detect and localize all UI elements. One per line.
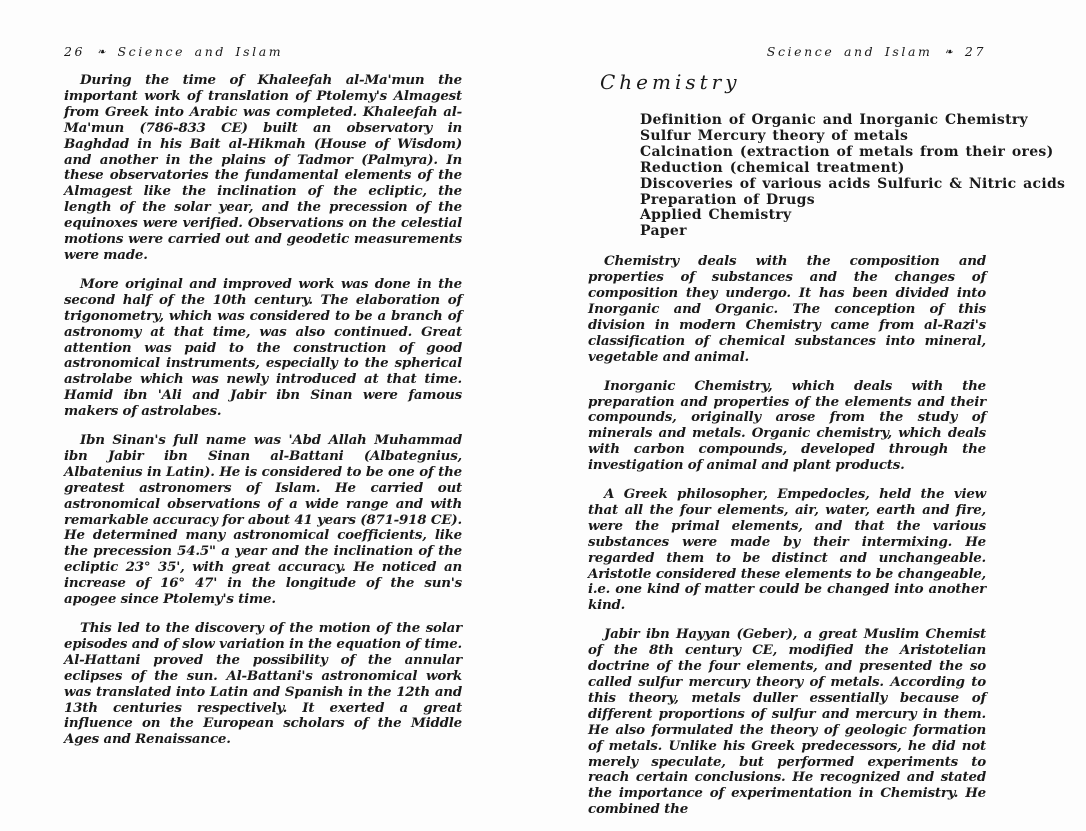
page-number: 27 — [964, 44, 986, 59]
running-head-right — [588, 44, 986, 59]
right-page-body — [588, 254, 986, 818]
body-paragraph: During the time of Khaleefah al-Ma'mun the important work of translation of Ptolemy's Almagest from Greek into Arabic was completed. Khaleefah al-Ma'mun (786-833 CE) built an observatory in Baghdad in his Bait al-Hikmah (House of Wisdom) and another in the plains of Tadmor (Palmyra). In these observatories the fundamental elements of the Almagest like the inclination of the ecliptic, the length of the solar year, and the precession of the equinoxes were verified. Observations on the celestial motions were carried out and geodetic measurements were made. — [64, 72, 462, 263]
topic-item: Sulfur Mercury theory of metals — [640, 127, 909, 144]
topic-item: Definition of Organic and Inorganic Chemistry — [640, 112, 1028, 128]
body-paragraph: A Greek philosopher, Empedocles, held the view that all the four elements, air, water, earth and fire, were the primal elements, and that the various substances were made by their intermixing. He regarded them to be distinct and unchangeable. Aristotle considered these elements to be changeable, i.e. one kind of matter could be changed into another kind. — [588, 486, 986, 614]
left-page — [64, 44, 462, 761]
topic-item: Reduction (chemical treatment) — [640, 159, 905, 176]
body-paragraph: Chemistry deals with the composition and properties of substances and the changes of composition they undergo. It has been divided into Inorganic and Organic. The conception of this division in modern Chemistry came from al-Razi's classification of chemical substances into mineral, vegetable and animal. — [588, 253, 986, 365]
right-page — [588, 44, 1066, 831]
fleuron-icon: ❧ — [97, 47, 106, 58]
body-paragraph: Jabir ibn Hayyan (Geber), a great Muslim Chemist of the 8th century CE, modified the Aristotelian doctrine of the four elements, and presented the so called sulfur mercury theory of metals. According to this theory, metals duller essentially because of different proportions of sulfur and mercury in them. He also formulated the theory of geologic formation of metals. Unlike his Greek predecessors, he did not merely speculate, but performed experiments to reach certain conclusions. He recognized and stated the importance of experimentation in Chemistry. He combined the — [588, 626, 986, 818]
fleuron-icon: ❧ — [944, 47, 953, 58]
body-paragraph: Inorganic Chemistry, which deals with the preparation and properties of the elements and their compounds, originally arose from the study of minerals and metals. Organic chemistry, which deals with carbon compounds, developed through the investigation of animal and plant products. — [588, 377, 986, 474]
body-paragraph: This led to the discovery of the motion of the solar episodes and of slow variation in the equation of time. Al-Hattani proved the possibility of the annular eclipses of the sun. Al-Battani's astronomical work was translated into Latin and Spanish in the 12th and 13th centuries respectively. It exerted a great influence on the European scholars of the Middle Ages and Renaissance. — [64, 620, 462, 748]
topic-item: Calcination (extraction of metals from their ores) — [640, 143, 1054, 160]
left-page-body — [64, 73, 462, 748]
page-number: 26 — [64, 44, 86, 59]
body-paragraph: Ibn Sinan's full name was 'Abd Allah Muhammad ibn Jabir ibn Sinan al-Battani (Albategnius, Albatenius in Latin). He is considered to be one of the greatest astronomers of Islam. He carried out astronomical observations of a wide range and with remarkable accuracy for about 41 years (871-918 CE). He determined many astronomical coefficients, like the precession 54.5" a year and the inclination of the ecliptic 23° 35', with great accuracy. He noticed an increase of 16° 47' in the longitude of the sun's apogee since Ptolemy's time. — [64, 432, 462, 608]
topic-item: Preparation of Drugs — [640, 191, 815, 208]
body-paragraph: More original and improved work was done in the second half of the 10th century. The elaboration of trigonometry, which was considered to be a branch of astronomy at that time, was also continued. Great attention was paid to the construction of good astronomical instruments, especially to the spherical astrolabe which was newly introduced at that time. Hamid ibn 'Ali and Jabir ibn Sinan were famous makers of astrolabes. — [64, 275, 462, 420]
running-head-title: Science and Islam — [766, 44, 933, 59]
topics-list — [640, 112, 1066, 240]
topic-item: Paper — [640, 223, 687, 240]
running-head-left — [64, 44, 462, 59]
running-head-title: Science and Islam — [117, 44, 284, 59]
section-title: Chemistry — [600, 70, 741, 94]
topic-item: Applied Chemistry — [640, 207, 792, 224]
topic-item: Discoveries of various acids Sulfuric & Nitric acids — [640, 175, 1066, 192]
